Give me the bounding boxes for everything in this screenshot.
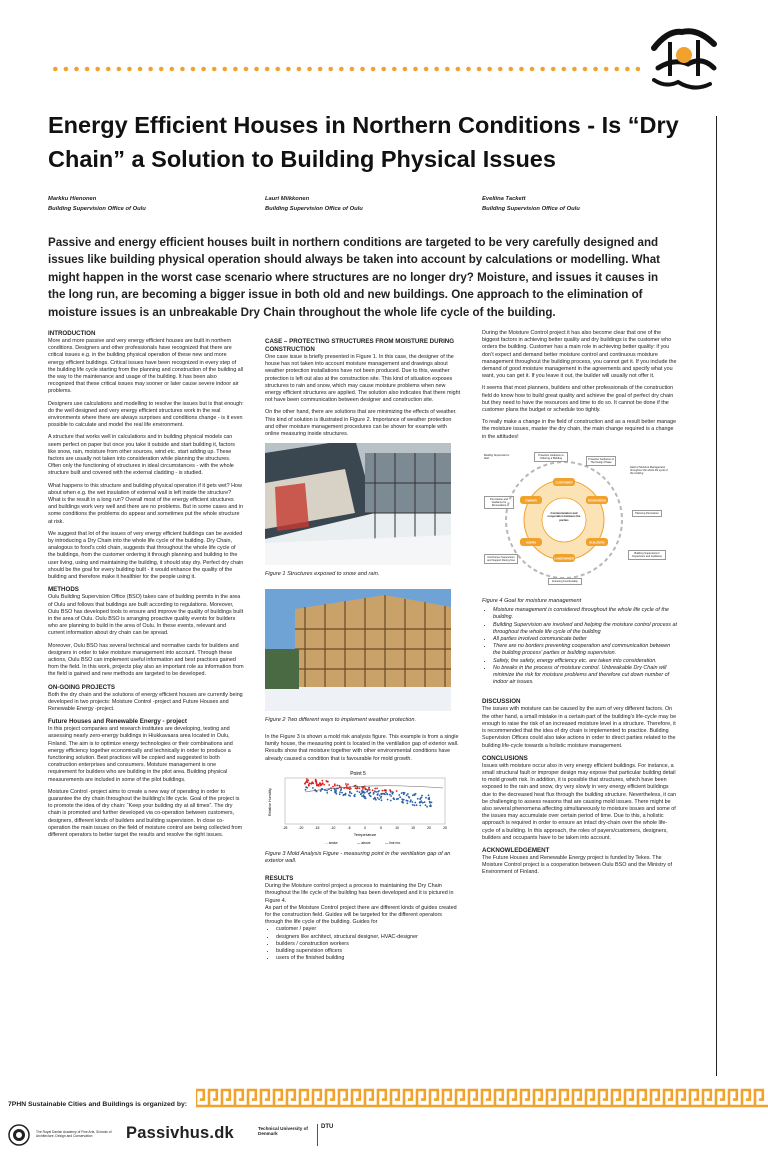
chart-point <box>370 795 372 797</box>
ring-label: LANDOWNER <box>554 556 574 561</box>
chart-point <box>429 802 431 804</box>
mold-analysis-chart <box>265 768 451 848</box>
chart-point <box>419 801 421 803</box>
column-2 <box>265 338 461 967</box>
chart-point <box>321 783 323 785</box>
academy-name: The Royal Danish Academy of Fine Arts, Schools of Architecture, Design and Conservation <box>36 1130 112 1138</box>
chart-x-tick: 20 <box>427 825 431 830</box>
figure-3-caption: Figure 3 Mold Analysis Figure - measuring point in the ventilation gap of an exterior wall. <box>265 850 451 865</box>
chart-point <box>401 792 403 794</box>
chart-point <box>312 787 314 789</box>
chart-x-tick: -25 <box>282 825 288 830</box>
chart-point <box>428 798 430 800</box>
ring-label: CUSTOMER <box>555 480 573 485</box>
chart-point <box>326 792 328 794</box>
chart-point <box>356 790 358 792</box>
heading-future-houses: Future Houses and Renewable Energy - project <box>48 718 187 726</box>
heading-discussion: DISCUSSION <box>482 698 521 706</box>
chart-point <box>390 795 392 797</box>
abstract: Passive and energy efficient houses built in northern conditions are targeted to be very carefully designed and issues like building physical operation should always be taken into account by calculations or modelling. What might happen in the worst case scenario where structures are no longer dry? Moisture, and issues it causes in the long run, are becoming a bigger issue in both old and new buildings. One approach to the elimination of moisture issues is an unbreakable Dry Chain throughout the whole life cycle of the building. <box>48 236 661 319</box>
chart-point <box>414 801 416 803</box>
chart-point <box>420 797 422 799</box>
chart-point <box>406 794 408 796</box>
paragraph: The issues with moisture can be caused by the sum of very different factors. On the other hand, a small mistake in a certain part of the building’s life-cycle may be enough to raise the risk of an increased moisture level in a structure. Therefore, it is recommended that the idea of dry chain is implemented to practice. Building Supervision Offices could also take actions in order to direct parties related to the building life-cycle towards a holistic moisture management. <box>482 706 677 749</box>
paragraph: As part of the Moisture Control project there are different kinds of guides created for the construction field. Guides will be targeted for the different operators through the life cycle of the building. Guides for <box>265 904 457 926</box>
chart-point <box>387 798 389 800</box>
paragraph: On the other hand, there are solutions that are minimizing the effects of weather. This kind of solution is illustrated in Figure 2. Importance of weather protection and other moisture management procedures can be shown for example with online measuring inside structures. <box>265 409 457 438</box>
chart-point <box>375 799 377 801</box>
outer-label: Continuous Supervision and Support During Use <box>484 554 518 564</box>
paragraph: In the Figure 3 is shown a mold risk analysis figure. This example is from a single family house, the measuring point is located in the ventilation gap of exterior wall. Results show that moisture together with other environmental conditions have already caused a condition that is favourable for mold growth. <box>265 734 459 762</box>
ring-label: BUILDERS <box>589 540 605 545</box>
chart-xlabel: Temperature <box>353 831 377 837</box>
guides-list <box>265 926 461 962</box>
figure-2-caption: Figure 2 Two different ways to implement weather protection. <box>265 716 416 723</box>
orange-meander-border <box>196 1087 768 1109</box>
chart-x-tick: 5 <box>380 825 382 830</box>
chart-point <box>361 789 363 791</box>
chart-point <box>364 796 366 798</box>
figure-4-diagram <box>482 452 672 592</box>
dtu-name: Technical University of Denmark <box>258 1126 308 1137</box>
chart-point <box>349 792 351 794</box>
chart-point <box>428 794 430 796</box>
paragraph: In this project companies and research institutes are developing, testing and assessing nearly zero-energy buildings in Hiukkavaara area located in Oulu, Finland. The aim is to optimize energy technologies or their combinations and energy efficiency together economically and technically in order to produce a functioning solution. Best practices will be copied and suggested to both construction enterprises and consumers. Moisture management is one requirement for builders who are building in the pilot area. Building physical measurements are included in some of the pilot buildings. <box>48 726 233 783</box>
chart-point <box>408 796 410 798</box>
goal-list <box>482 607 678 686</box>
chart-point <box>320 790 322 792</box>
chart-point <box>332 786 334 788</box>
chart-point <box>359 791 361 793</box>
chart-point <box>377 797 379 799</box>
house-logo-icon <box>648 22 718 94</box>
chart-point <box>379 794 381 796</box>
chart-point <box>384 793 386 795</box>
chart-point <box>328 784 330 786</box>
author-affiliation: Building Supervision Office of Oulu <box>265 206 363 212</box>
chart-point <box>305 789 307 791</box>
chart-point <box>339 791 341 793</box>
ring-label: USERS <box>525 540 537 545</box>
chart-point <box>422 802 424 804</box>
paragraph: During the Moisture Control project it has also become clear that one of the biggest factors in achieving better quality and dry buildings is the customer who orders the building. Customer has a main role in achieving better quality: if you don’t expect and demand better moisture control and continuous moisture management throughout the building process, you cannot get it. If you include the demand of good moisture management in the agreements and specify what you want, you can get it. If you leave it out, the builder will usually not offer it. <box>482 330 677 380</box>
paragraph: We suggest that lot of the issues of very energy efficient buildings can be avoided by introducing a Dry Chain into the whole life cycle of the building. Dry Chain, analogous to food’s cold chain, suggests that throughout the whole life cycle of the buildings, from the customer ordering it through planning and building to the user living, using and maintaining the building, it should stay dry. Perfect dry chain should be the goal for every building built - it would enhance the quality of the building and therefore make it healthier for the people using it. <box>48 530 244 581</box>
chart-point <box>376 794 378 796</box>
chart-point <box>342 794 344 796</box>
chart-point <box>367 789 369 791</box>
author-1 <box>48 194 146 214</box>
chart-point <box>362 788 364 790</box>
list-item: • All parties involved communicate better <box>493 636 678 643</box>
chart-point <box>360 793 362 795</box>
heading-ongoing-projects: ON-GOING PROJECTS <box>48 683 116 691</box>
outer-label: Proactive Guidance of The Design Phase <box>586 456 616 466</box>
chart-point <box>430 805 432 807</box>
dotted-orange-rule <box>50 66 640 72</box>
chart-point <box>345 794 347 796</box>
chart-point <box>425 804 427 806</box>
chart-x-tick: 15 <box>411 825 415 830</box>
chart-x-tick: 0 <box>364 825 366 830</box>
chart-point <box>335 793 337 795</box>
chart-point <box>380 797 382 799</box>
paragraph: Moisture Control -project aims to create a new way of operating in order to guarantee the dry chain throughout the building’s life cycle. Goal of the project is to promote the idea of dry chain: “Keep your building dry at all times”. The dry chain is promoted and further developed via co-operation between customers, designers, different kinds of builders and building supervision. In close co-operation the main issues on the field of moisture control are being collected from different operators to better target the results and resolve the right issues. <box>48 788 243 838</box>
chart-point <box>374 787 376 789</box>
chart-point <box>308 784 310 786</box>
heading-introduction: INTRODUCTION <box>48 330 96 337</box>
chart-point <box>403 793 405 795</box>
chart-point <box>414 804 416 806</box>
chart-point <box>412 804 414 806</box>
paragraph: During the Moisture control project a process to maintaining the Dry Chain throughout the life cycle of the building has been developed and it is pictured in Figure 4. <box>265 883 454 904</box>
author-affiliation: Building Supervision Office of Oulu <box>48 206 146 212</box>
chart-point <box>372 789 374 791</box>
chart-point <box>304 782 306 784</box>
column-3 <box>482 330 678 882</box>
list-item: • Safety, fire safety, energy efficiency etc. are taken into consideration. <box>493 658 678 665</box>
chart-point <box>378 798 380 800</box>
figure-1-photo <box>265 443 451 565</box>
chart-x-tick: 10 <box>395 825 399 830</box>
chart-point <box>369 792 371 794</box>
chart-point <box>306 787 308 789</box>
chart-point <box>316 785 318 787</box>
paragraph: It seems that most planners, builders and other professionals of the construction field do know how to build great quality and achieve the goal of perfect dry chain but they need to have the resources and time to do so. It cannot be done if the customer plans the budget or schedule too tightly. <box>482 385 674 414</box>
chart-point <box>322 780 324 782</box>
chart-x-tick: -10 <box>330 825 336 830</box>
chart-point <box>330 789 332 791</box>
paragraph: What happens to this structure and building physical operation if it gets wet? How about when e.g. the wet insulation of external wall is left inside the structure? What is the result in a long run? Overall most of the energy efficient structures and buildings work very well and there are no problems. But in some cases and in some conditions the problems do appear and sometimes put the whole structure at risk. <box>48 482 244 525</box>
chart-point <box>417 798 419 800</box>
outer-label: Ensuring Functionality <box>548 578 582 585</box>
page-title: Energy Efficient Houses in Northern Conditions - Is “Dry Chain” a Solution to Building Physical Issues <box>48 112 679 172</box>
paragraph: Oulu Building Supervision Office (BSO) takes care of building permits in the area of Oulu and follows that buildings are built according to regulations. Moreover, Oulu BSO has developed tools to ensure and improve the quality of buildings built in the area of Oulu. Oulu BSO is arranging proactive quality events for builders who are planning to build in the area of Oulu. In these events, relevant and current information about dry chain can be spread. <box>48 594 244 637</box>
list-item: • users of the finished building <box>276 955 461 962</box>
figure-4-caption: Figure 4 Goal for moisture management <box>482 598 582 605</box>
list-item: • There are no borders preventing cooperation and communication between the building process’ parties or building supervision. <box>493 643 678 657</box>
chart-x-tick: -5 <box>347 825 351 830</box>
chart-x-tick: -15 <box>314 825 320 830</box>
outer-label: Planning Permission <box>632 510 662 517</box>
chart-point <box>401 798 403 800</box>
chart-point <box>382 790 384 792</box>
chart-point <box>373 798 375 800</box>
chart-point <box>345 783 347 785</box>
chart-point <box>390 799 392 801</box>
chart-point <box>412 801 414 803</box>
chart-point <box>340 789 342 791</box>
chart-legend-3: — line mo <box>385 840 401 845</box>
heading-acknowledgement: ACKNOWLEDGEMENT <box>482 846 550 854</box>
paragraph: Designers use calculations and modelling to resolve the issues but is that enough: do the well designed and very energy efficient structures work in the real environments where there are always surprises and conditions change - is it even possible to calculate and model the real life environment. <box>48 400 244 429</box>
chart-legend-1: ... smdw <box>325 840 338 845</box>
chart-point <box>389 789 391 791</box>
chart-point <box>389 794 391 796</box>
author-3 <box>482 194 580 214</box>
chart-point <box>365 797 367 799</box>
chart-point <box>316 790 318 792</box>
outer-label: Building Supervision's field <box>484 453 510 460</box>
academy-seal-icon <box>8 1124 30 1146</box>
chart-point <box>401 801 403 803</box>
list-item: • builders / construction workers <box>276 941 461 948</box>
author-2 <box>265 194 363 214</box>
list-item: • designers like architect, structural designer, HVAC-designer <box>276 934 461 941</box>
list-item: • No breaks in the process of moisture control. Unbreakable Dry Chain will minimize the risk for moisture problems and therefore cut down number of indoor air issues. <box>493 665 678 687</box>
chart-point <box>351 792 353 794</box>
chart-point <box>425 797 427 799</box>
chart-point <box>374 790 376 792</box>
chart-point <box>349 795 351 797</box>
chart-ylabel: Relative Humidity <box>268 787 272 816</box>
heading-conclusions: CONCLUSIONS <box>482 754 528 762</box>
chart-x-ticks <box>283 826 447 830</box>
chart-point <box>406 802 408 804</box>
chart-point <box>362 792 364 794</box>
chart-point <box>376 787 378 789</box>
figure-3-chart <box>265 768 451 848</box>
chart-point <box>368 787 370 789</box>
heading-results: RESULTS <box>265 875 294 883</box>
chart-point <box>387 793 389 795</box>
chart-point <box>326 790 328 792</box>
chart-point <box>347 783 349 785</box>
chart-point <box>381 799 383 801</box>
chart-point <box>369 789 371 791</box>
chart-point <box>323 784 325 786</box>
figure-1-caption: Figure 1 Structures exposed to snow and rain. <box>265 571 380 578</box>
organized-by-text: 7PHN Sustainable Cities and Buildings is organized by: <box>8 1101 188 1108</box>
chart-point <box>396 798 398 800</box>
chart-point <box>336 784 338 786</box>
chart-point <box>390 791 392 793</box>
chart-point <box>354 793 356 795</box>
ring-label: OWNER <box>525 498 537 503</box>
chart-point <box>364 792 366 794</box>
chart-point <box>315 780 317 782</box>
author-name: Lauri Miikkonen <box>265 196 310 202</box>
author-name: Eveliina Tackett <box>482 196 526 202</box>
chart-point <box>346 785 348 787</box>
heading-case: CASE – PROTECTING STRUCTURES FROM MOISTURE DURING CONSTRUCTION <box>265 338 455 353</box>
figure-2-photo <box>265 589 451 711</box>
dtu-logo-text: DTU <box>321 1124 334 1130</box>
outer-label: Building Supervision's Inspections and Guidance <box>628 550 666 560</box>
outer-label: Permission and Guidance for Renovations <box>484 496 514 509</box>
paragraph: A structure that works well in calculations and in building physical models can seem perfect on paper but once you take it outside and start building it, factors like snow, rain, moisture from other sources, wind etc. start adding up. These factors are usually not taken into consideration while planning the structures. Often only the functioning of structures in ideal circumstances - with the whole structure built and covered with the external cladding - is studied. <box>48 434 235 477</box>
chart-point <box>396 790 398 792</box>
chart-title: Point 5 <box>350 770 366 777</box>
diagram-center-text: Communication and cooperation between the parties <box>547 511 581 522</box>
chart-point <box>398 794 400 796</box>
vertical-divider <box>716 116 717 1076</box>
chart-point <box>377 791 379 793</box>
paragraph: Issues with moisture occur also in very energy efficient buildings. For instance, a small structural fault or improper design may expose that particular building detail to mold growth risk. In addition, it is possible that structures, which have been exposed to the rain and snow, dry very slowly in very energy efficient buildings due to the decreased heat flux through the building structure. Nevertheless, it can be challenging to assess reasons that are causing mold issues. There might be also several phenomena affecting simultaneously to moisture issues and some of the issues may accumulate over certain period of time. Due to this, a holistic approach is required in order to ensure an intact dry-chain over the whole life-cycle of a building. In this approach, the roles of payers/customers, designers, builders and occupants have to be taken into account. <box>482 762 677 841</box>
chart-point <box>384 789 386 791</box>
paragraph: Both the dry chain and the solutions of energy efficient houses are currently being developed in two projects: Moisture Control -project and Future Houses and Renewable Energy -project. <box>48 691 243 712</box>
chart-point <box>392 793 394 795</box>
paragraph: One case issue is briefly presented in Figure 1. In this case, the designer of the house has not taken into account moisture management and drawings about weather protection installations have not been produced. Due to this, weather protection is left out also at the construction site. This kind of situation exposes structures to rain and snow, which may cause moisture problems when new energy efficient structures are applied. The solution also indicates that there might not have been communication between designer and construction site. <box>265 354 461 404</box>
chart-point <box>426 806 428 808</box>
chart-point <box>416 804 418 806</box>
chart-point <box>341 792 343 794</box>
column-1 <box>48 330 244 844</box>
dtu-logo <box>317 1124 336 1146</box>
chart-point <box>385 791 387 793</box>
chart-point <box>421 795 423 797</box>
chart-point <box>399 796 401 798</box>
paragraph: The Future Houses and Renewable Energy project is funded by Tekes. The Moisture Control project is a cooperation between Oulu BSO and the Ministry of Environment of Finland. <box>482 854 672 876</box>
author-name: Markku Hienonen <box>48 196 97 202</box>
paragraph: Moreover, Oulu BSO has several technical and normative cards for builders and designers in order to take moisture management into account. Through these actions, Oulu BSO can implement useful information and best practices gained from the field. In this work, projects play also an important role as information from the field is gained and new methods are targeted to be developed. <box>48 642 244 678</box>
chart-point <box>413 793 415 795</box>
outer-label: Field of Moisture Management throughout the whole life cycle of the building <box>630 465 668 475</box>
passivhus-logo: Passivhus.dk <box>126 1124 234 1142</box>
chart-point <box>355 787 357 789</box>
author-affiliation: Building Supervision Office of Oulu <box>482 206 580 212</box>
chart-point <box>312 781 314 783</box>
chart-x-tick: -20 <box>298 825 304 830</box>
chart-point <box>419 804 421 806</box>
chart-point <box>306 778 308 780</box>
chart-point <box>326 780 328 782</box>
chart-point <box>334 783 336 785</box>
list-item: • Building Supervision are involved and helping the moisture control process at throughout the whole life cycle of the building <box>493 622 678 636</box>
paragraph: To really make a change in the field of construction and as a result better manage the moisture issues, master the dry chain, the main change required is a change in the attitudes! <box>482 419 677 440</box>
chart-x-tick: 25 <box>443 825 447 830</box>
chart-point <box>406 799 408 801</box>
chart-point <box>335 790 337 792</box>
chart-point <box>424 801 426 803</box>
chart-point <box>409 801 411 803</box>
list-item: • customer / payer <box>276 926 461 933</box>
chart-point <box>373 793 375 795</box>
chart-point <box>348 787 350 789</box>
chart-point <box>403 799 405 801</box>
paragraph: More and more passive and very energy efficient houses are built in northern conditions. Designers and other professionals have recognized that there are critical issues e.g. in the building physical operation of these new and more energy efficient buildings. Critical issues have been recognized in every step of the building life cycle starting from the planning and construction of the building all the way to the maintenance and usage of the building. It has been also recognized that these critical issues may sooner or later cause severe indoor air problems. <box>48 338 244 395</box>
list-item: • Moisture management is considered throughout the whole life cycle of the building. <box>493 607 678 621</box>
list-item: • building supervision officers <box>276 948 461 955</box>
ring-label: DESIGNERS <box>588 498 606 503</box>
chart-point <box>365 788 367 790</box>
chart-legend-2: — above <box>357 840 371 845</box>
heading-methods: METHODS <box>48 586 79 594</box>
chart-point <box>359 787 361 789</box>
chart-point <box>393 798 395 800</box>
outer-label: Proactive Guidance to Ordering a Building <box>534 452 568 462</box>
chart-point <box>338 785 340 787</box>
chart-point <box>339 793 341 795</box>
